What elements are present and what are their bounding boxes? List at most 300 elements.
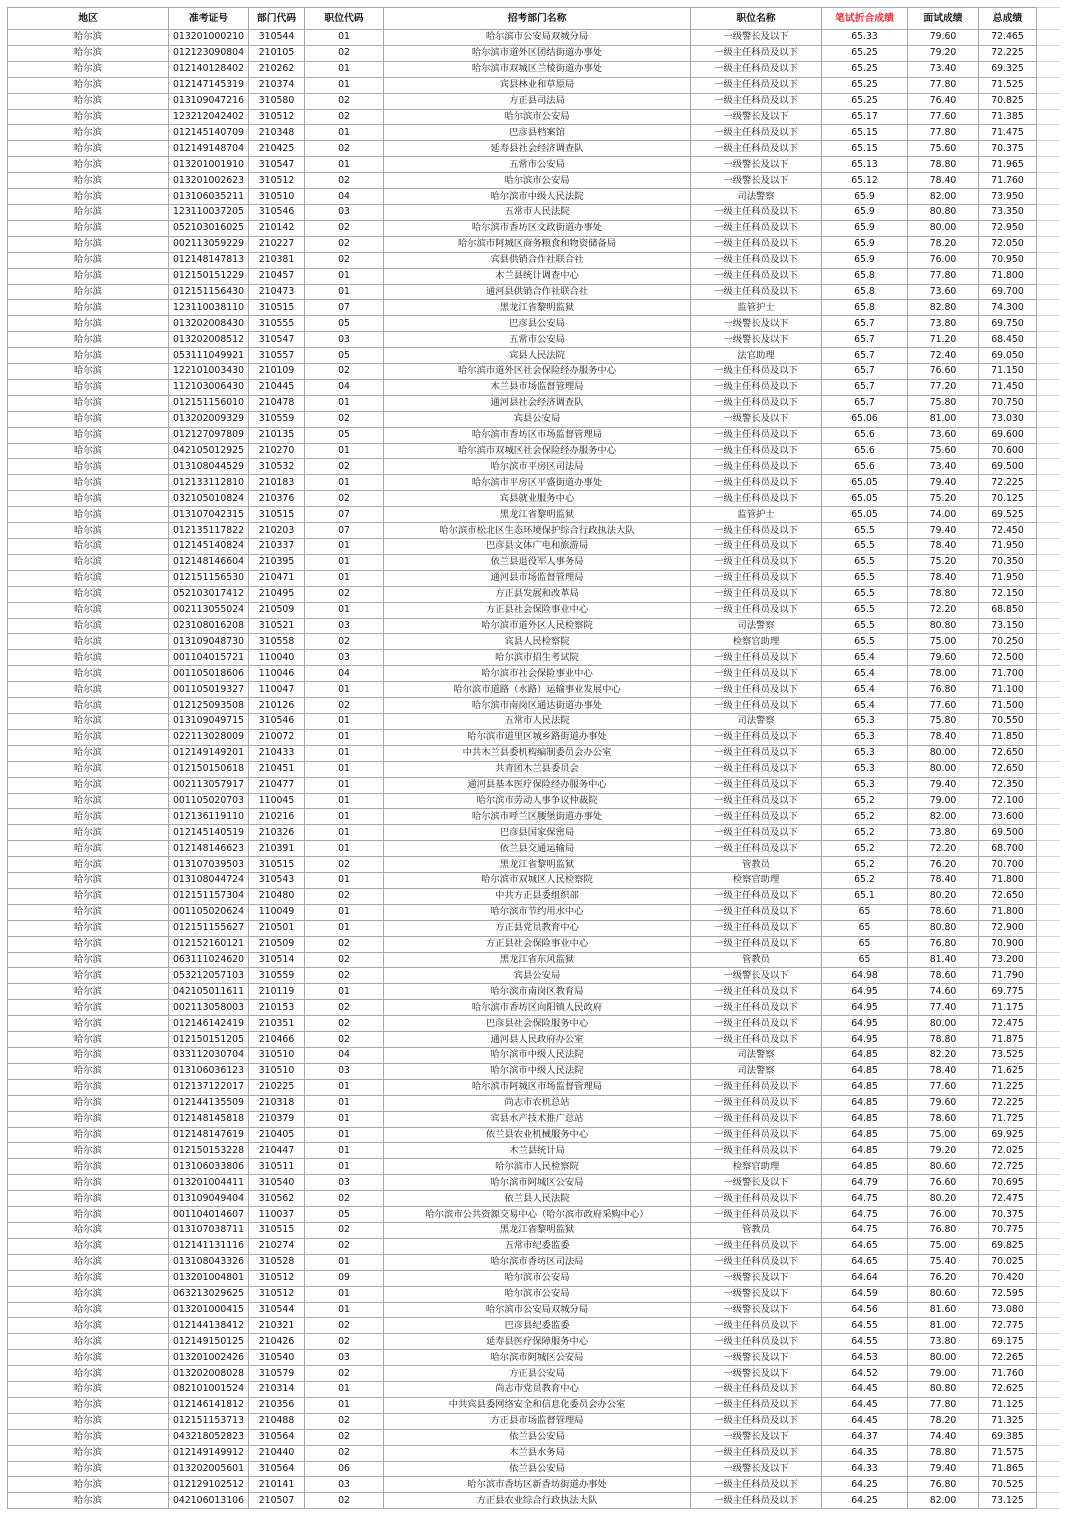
position-code-cell: 02	[305, 1429, 384, 1445]
written-score-cell: 65.3	[822, 729, 908, 745]
written-score-cell: 64.85	[822, 1048, 908, 1064]
col-header-written-score: 笔试折合成绩	[822, 8, 908, 30]
dept-code-cell: 210225	[249, 1079, 305, 1095]
region-cell: 哈尔滨	[8, 1159, 169, 1175]
written-score-cell: 65.7	[822, 379, 908, 395]
dept-name-cell: 哈尔滨市道里区城乡路街道办事处	[384, 729, 691, 745]
col-header-total-score: 总成绩	[979, 8, 1037, 30]
ticket-number-cell: 012151153713	[169, 1413, 249, 1429]
empty-cell	[1037, 204, 1060, 220]
position-name-cell: 一级主任科员及以下	[691, 125, 822, 141]
ticket-number-cell: 013106036123	[169, 1063, 249, 1079]
position-name-cell: 一级主任科员及以下	[691, 729, 822, 745]
total-score-cell: 71.325	[979, 1413, 1037, 1429]
dept-name-cell: 哈尔滨市香坊区市场监督管理局	[384, 427, 691, 443]
empty-cell	[1037, 1445, 1060, 1461]
written-score-cell: 65.25	[822, 61, 908, 77]
dept-code-cell: 310546	[249, 713, 305, 729]
position-name-cell: 一级主任科员及以下	[691, 761, 822, 777]
position-code-cell: 05	[305, 427, 384, 443]
dept-name-cell: 方正县市场监督管理局	[384, 1413, 691, 1429]
total-score-cell: 69.050	[979, 348, 1037, 364]
dept-name-cell: 哈尔滨市双城区社会保险经办服务中心	[384, 443, 691, 459]
written-score-cell: 65.9	[822, 252, 908, 268]
position-code-cell: 01	[305, 984, 384, 1000]
dept-code-cell: 310547	[249, 332, 305, 348]
ticket-number-cell: 013109049404	[169, 1191, 249, 1207]
dept-name-cell: 哈尔滨市香坊区新香坊街道办事处	[384, 1477, 691, 1493]
empty-column-header	[1037, 8, 1060, 30]
position-name-cell: 一级主任科员及以下	[691, 841, 822, 857]
position-name-cell: 一级警长及以下	[691, 1350, 822, 1366]
interview-score-cell: 80.80	[908, 204, 979, 220]
table-row	[8, 157, 1060, 173]
total-score-cell: 71.865	[979, 1461, 1037, 1477]
position-code-cell: 02	[305, 364, 384, 380]
interview-score-cell: 77.20	[908, 379, 979, 395]
ticket-number-cell: 013201002426	[169, 1350, 249, 1366]
interview-score-cell: 79.40	[908, 523, 979, 539]
total-score-cell: 72.475	[979, 1016, 1037, 1032]
dept-code-cell: 210376	[249, 491, 305, 507]
empty-cell	[1037, 1429, 1060, 1445]
dept-code-cell: 210501	[249, 920, 305, 936]
position-code-cell: 01	[305, 1111, 384, 1127]
total-score-cell: 71.760	[979, 1366, 1037, 1382]
region-cell: 哈尔滨	[8, 1191, 169, 1207]
total-score-cell: 69.825	[979, 1238, 1037, 1254]
position-name-cell: 一级主任科员及以下	[691, 539, 822, 555]
total-score-cell: 73.200	[979, 952, 1037, 968]
dept-code-cell: 210509	[249, 936, 305, 952]
ticket-number-cell: 013107042315	[169, 507, 249, 523]
total-score-cell: 70.900	[979, 936, 1037, 952]
empty-cell	[1037, 443, 1060, 459]
written-score-cell: 65.6	[822, 443, 908, 459]
position-code-cell: 01	[305, 873, 384, 889]
position-code-cell: 01	[305, 475, 384, 491]
total-score-cell: 70.350	[979, 554, 1037, 570]
ticket-number-cell: 012151156010	[169, 395, 249, 411]
table-row	[8, 173, 1060, 189]
ticket-number-cell: 012144138412	[169, 1318, 249, 1334]
position-code-cell: 01	[305, 761, 384, 777]
written-score-cell: 65.5	[822, 586, 908, 602]
position-name-cell: 一级主任科员及以下	[691, 1032, 822, 1048]
position-code-cell: 07	[305, 300, 384, 316]
position-code-cell: 01	[305, 793, 384, 809]
dept-name-cell: 巴彦县纪委监委	[384, 1318, 691, 1334]
ticket-number-cell: 043218052823	[169, 1429, 249, 1445]
dept-name-cell: 哈尔滨市阿城区商务粮食和物资储备局	[384, 236, 691, 252]
empty-cell	[1037, 348, 1060, 364]
interview-score-cell: 82.00	[908, 189, 979, 205]
dept-name-cell: 依兰县农业机械服务中心	[384, 1127, 691, 1143]
dept-code-cell: 210374	[249, 77, 305, 93]
position-code-cell: 02	[305, 1032, 384, 1048]
dept-name-cell: 通河县供销合作社联合社	[384, 284, 691, 300]
ticket-number-cell: 012147145319	[169, 77, 249, 93]
ticket-number-cell: 012149149912	[169, 1445, 249, 1461]
ticket-number-cell: 012149150125	[169, 1334, 249, 1350]
written-score-cell: 65.2	[822, 825, 908, 841]
region-cell: 哈尔滨	[8, 1445, 169, 1461]
total-score-cell: 71.385	[979, 109, 1037, 125]
ticket-number-cell: 123212042402	[169, 109, 249, 125]
region-cell: 哈尔滨	[8, 968, 169, 984]
dept-code-cell: 210433	[249, 745, 305, 761]
ticket-number-cell: 013107038711	[169, 1222, 249, 1238]
ticket-number-cell: 012151155627	[169, 920, 249, 936]
written-score-cell: 64.85	[822, 1159, 908, 1175]
empty-cell	[1037, 109, 1060, 125]
region-cell: 哈尔滨	[8, 570, 169, 586]
written-score-cell: 65	[822, 952, 908, 968]
interview-score-cell: 79.00	[908, 793, 979, 809]
position-code-cell: 02	[305, 952, 384, 968]
total-score-cell: 70.550	[979, 713, 1037, 729]
region-cell: 哈尔滨	[8, 904, 169, 920]
total-score-cell: 71.525	[979, 77, 1037, 93]
position-name-cell: 一级警长及以下	[691, 332, 822, 348]
interview-score-cell: 76.60	[908, 364, 979, 380]
table-row	[8, 1413, 1060, 1429]
ticket-number-cell: 012127097809	[169, 427, 249, 443]
total-score-cell: 70.025	[979, 1254, 1037, 1270]
written-score-cell: 64.95	[822, 1032, 908, 1048]
dept-code-cell: 210457	[249, 268, 305, 284]
empty-cell	[1037, 1270, 1060, 1286]
position-code-cell: 03	[305, 618, 384, 634]
dept-code-cell: 310512	[249, 1270, 305, 1286]
position-name-cell: 一级主任科员及以下	[691, 745, 822, 761]
position-name-cell: 一级警长及以下	[691, 1270, 822, 1286]
region-cell: 哈尔滨	[8, 284, 169, 300]
interview-score-cell: 74.60	[908, 984, 979, 1000]
dept-code-cell: 310564	[249, 1461, 305, 1477]
ticket-number-cell: 012144135509	[169, 1095, 249, 1111]
written-score-cell: 64.55	[822, 1334, 908, 1350]
dept-code-cell: 110045	[249, 793, 305, 809]
ticket-number-cell: 012151156530	[169, 570, 249, 586]
interview-score-cell: 79.40	[908, 1461, 979, 1477]
position-code-cell: 01	[305, 745, 384, 761]
col-header-region: 地区	[8, 8, 169, 30]
total-score-cell: 72.595	[979, 1286, 1037, 1302]
position-code-cell: 02	[305, 1016, 384, 1032]
region-cell: 哈尔滨	[8, 348, 169, 364]
ticket-number-cell: 001104014607	[169, 1207, 249, 1223]
position-code-cell: 01	[305, 1302, 384, 1318]
table-row	[8, 570, 1060, 586]
total-score-cell: 71.760	[979, 173, 1037, 189]
region-cell: 哈尔滨	[8, 443, 169, 459]
interview-score-cell: 82.20	[908, 1048, 979, 1064]
dept-code-cell: 310512	[249, 109, 305, 125]
ticket-number-cell: 082101001524	[169, 1382, 249, 1398]
table-row	[8, 523, 1060, 539]
table-row	[8, 364, 1060, 380]
dept-name-cell: 哈尔滨市中级人民法院	[384, 189, 691, 205]
table-row	[8, 332, 1060, 348]
written-score-cell: 65	[822, 920, 908, 936]
dept-name-cell: 宾县就业服务中心	[384, 491, 691, 507]
ticket-number-cell: 112103006430	[169, 379, 249, 395]
written-score-cell: 64.64	[822, 1270, 908, 1286]
interview-score-cell: 79.20	[908, 45, 979, 61]
ticket-number-cell: 123110038110	[169, 300, 249, 316]
dept-name-cell: 五常市纪委监委	[384, 1238, 691, 1254]
empty-cell	[1037, 729, 1060, 745]
position-name-cell: 一级主任科员及以下	[691, 1079, 822, 1095]
dept-code-cell: 210141	[249, 1477, 305, 1493]
dept-code-cell: 310515	[249, 1222, 305, 1238]
dept-name-cell: 哈尔滨市双城区兰棱街道办事处	[384, 61, 691, 77]
dept-name-cell: 黑龙江省黎明监狱	[384, 857, 691, 873]
empty-cell	[1037, 268, 1060, 284]
table-row	[8, 745, 1060, 761]
interview-score-cell: 78.60	[908, 1111, 979, 1127]
ticket-number-cell: 012148146604	[169, 554, 249, 570]
written-score-cell: 65.13	[822, 157, 908, 173]
dept-name-cell: 宾县人民检察院	[384, 634, 691, 650]
dept-name-cell: 宾县公安局	[384, 411, 691, 427]
dept-name-cell: 哈尔滨市公安局	[384, 1270, 691, 1286]
written-score-cell: 64.65	[822, 1254, 908, 1270]
dept-name-cell: 哈尔滨市社会保险事业中心	[384, 666, 691, 682]
written-score-cell: 64.45	[822, 1413, 908, 1429]
dept-code-cell: 210471	[249, 570, 305, 586]
interview-score-cell: 75.60	[908, 443, 979, 459]
dept-name-cell: 通河县市场监督管理局	[384, 570, 691, 586]
position-code-cell: 01	[305, 1143, 384, 1159]
total-score-cell: 69.325	[979, 61, 1037, 77]
ticket-number-cell: 012135117822	[169, 523, 249, 539]
dept-code-cell: 310515	[249, 507, 305, 523]
region-cell: 哈尔滨	[8, 204, 169, 220]
interview-score-cell: 79.00	[908, 1366, 979, 1382]
empty-cell	[1037, 1334, 1060, 1350]
total-score-cell: 72.465	[979, 30, 1037, 46]
total-score-cell: 73.350	[979, 204, 1037, 220]
region-cell: 哈尔滨	[8, 1095, 169, 1111]
dept-name-cell: 哈尔滨市节约用水中心	[384, 904, 691, 920]
position-code-cell: 01	[305, 729, 384, 745]
written-score-cell: 65.5	[822, 602, 908, 618]
empty-cell	[1037, 602, 1060, 618]
total-score-cell: 69.700	[979, 284, 1037, 300]
interview-score-cell: 75.80	[908, 713, 979, 729]
written-score-cell: 64.75	[822, 1191, 908, 1207]
empty-cell	[1037, 1286, 1060, 1302]
dept-name-cell: 依兰县退役军人事务局	[384, 554, 691, 570]
interview-score-cell: 78.40	[908, 729, 979, 745]
position-name-cell: 一级主任科员及以下	[691, 61, 822, 77]
position-name-cell: 一级主任科员及以下	[691, 698, 822, 714]
position-name-cell: 一级警长及以下	[691, 1461, 822, 1477]
table-row	[8, 1063, 1060, 1079]
ticket-number-cell: 013201000415	[169, 1302, 249, 1318]
total-score-cell: 69.925	[979, 1127, 1037, 1143]
table-row	[8, 666, 1060, 682]
position-code-cell: 05	[305, 1207, 384, 1223]
ticket-number-cell: 053212057103	[169, 968, 249, 984]
ticket-number-cell: 013202008028	[169, 1366, 249, 1382]
region-cell: 哈尔滨	[8, 936, 169, 952]
total-score-cell: 69.750	[979, 316, 1037, 332]
interview-score-cell: 79.60	[908, 650, 979, 666]
position-name-cell: 一级主任科员及以下	[691, 1254, 822, 1270]
empty-cell	[1037, 1191, 1060, 1207]
total-score-cell: 73.030	[979, 411, 1037, 427]
position-code-cell: 01	[305, 1159, 384, 1175]
empty-cell	[1037, 300, 1060, 316]
ticket-number-cell: 012148145818	[169, 1111, 249, 1127]
dept-name-cell: 木兰县水务局	[384, 1445, 691, 1461]
ticket-number-cell: 042105011611	[169, 984, 249, 1000]
position-name-cell: 一级主任科员及以下	[691, 1191, 822, 1207]
written-score-cell: 65.5	[822, 570, 908, 586]
written-score-cell: 65.7	[822, 316, 908, 332]
total-score-cell: 72.625	[979, 1382, 1037, 1398]
dept-code-cell: 310559	[249, 411, 305, 427]
ticket-number-cell: 063111024620	[169, 952, 249, 968]
region-cell: 哈尔滨	[8, 395, 169, 411]
table-row	[8, 650, 1060, 666]
total-score-cell: 69.500	[979, 459, 1037, 475]
empty-cell	[1037, 141, 1060, 157]
region-cell: 哈尔滨	[8, 761, 169, 777]
dept-name-cell: 哈尔滨市南岗区通达街道办事处	[384, 698, 691, 714]
interview-score-cell: 80.00	[908, 745, 979, 761]
table-row	[8, 698, 1060, 714]
region-cell: 哈尔滨	[8, 93, 169, 109]
position-code-cell: 01	[305, 125, 384, 141]
written-score-cell: 65.4	[822, 682, 908, 698]
written-score-cell: 65.9	[822, 220, 908, 236]
ticket-number-cell: 013202009329	[169, 411, 249, 427]
empty-cell	[1037, 1382, 1060, 1398]
interview-score-cell: 82.00	[908, 1493, 979, 1509]
ticket-number-cell: 012150151205	[169, 1032, 249, 1048]
position-name-cell: 一级主任科员及以下	[691, 1095, 822, 1111]
position-code-cell: 02	[305, 459, 384, 475]
written-score-cell: 64.35	[822, 1445, 908, 1461]
empty-cell	[1037, 777, 1060, 793]
table-row	[8, 809, 1060, 825]
dept-name-cell: 方正县公安局	[384, 1366, 691, 1382]
dept-name-cell: 方正县发展和改革局	[384, 586, 691, 602]
empty-cell	[1037, 873, 1060, 889]
region-cell: 哈尔滨	[8, 173, 169, 189]
table-row	[8, 459, 1060, 475]
position-code-cell: 01	[305, 268, 384, 284]
region-cell: 哈尔滨	[8, 220, 169, 236]
written-score-cell: 64.37	[822, 1429, 908, 1445]
table-row	[8, 1000, 1060, 1016]
written-score-cell: 65.9	[822, 189, 908, 205]
region-cell: 哈尔滨	[8, 745, 169, 761]
interview-score-cell: 73.40	[908, 459, 979, 475]
region-cell: 哈尔滨	[8, 634, 169, 650]
region-cell: 哈尔滨	[8, 729, 169, 745]
empty-cell	[1037, 475, 1060, 491]
written-score-cell: 64.33	[822, 1461, 908, 1477]
position-code-cell: 01	[305, 777, 384, 793]
region-cell: 哈尔滨	[8, 1222, 169, 1238]
dept-code-cell: 310521	[249, 618, 305, 634]
total-score-cell: 71.800	[979, 873, 1037, 889]
table-row	[8, 793, 1060, 809]
col-header-interview-score: 面试成绩	[908, 8, 979, 30]
ticket-number-cell: 013202008512	[169, 332, 249, 348]
empty-cell	[1037, 30, 1060, 46]
empty-cell	[1037, 1111, 1060, 1127]
empty-cell	[1037, 570, 1060, 586]
dept-code-cell: 210216	[249, 809, 305, 825]
written-score-cell: 65.9	[822, 204, 908, 220]
position-name-cell: 一级主任科员及以下	[691, 1397, 822, 1413]
position-code-cell: 07	[305, 523, 384, 539]
interview-score-cell: 81.00	[908, 1318, 979, 1334]
total-score-cell: 72.225	[979, 475, 1037, 491]
empty-cell	[1037, 698, 1060, 714]
interview-score-cell: 76.00	[908, 252, 979, 268]
position-name-cell: 一级主任科员及以下	[691, 45, 822, 61]
position-name-cell: 一级主任科员及以下	[691, 1493, 822, 1509]
interview-score-cell: 77.60	[908, 109, 979, 125]
ticket-number-cell: 013201002623	[169, 173, 249, 189]
position-code-cell: 02	[305, 1413, 384, 1429]
position-code-cell: 04	[305, 666, 384, 682]
total-score-cell: 71.625	[979, 1063, 1037, 1079]
interview-score-cell: 78.40	[908, 1063, 979, 1079]
position-name-cell: 检察官助理	[691, 1159, 822, 1175]
table-row	[8, 1191, 1060, 1207]
dept-name-cell: 巴彦县文体广电和旅游局	[384, 539, 691, 555]
written-score-cell: 65.8	[822, 300, 908, 316]
position-code-cell: 02	[305, 141, 384, 157]
region-cell: 哈尔滨	[8, 364, 169, 380]
written-score-cell: 65	[822, 936, 908, 952]
table-row	[8, 857, 1060, 873]
interview-score-cell: 72.20	[908, 602, 979, 618]
empty-cell	[1037, 364, 1060, 380]
total-score-cell: 70.775	[979, 1222, 1037, 1238]
ticket-number-cell: 013202008430	[169, 316, 249, 332]
dept-code-cell: 310544	[249, 1302, 305, 1318]
interview-score-cell: 75.00	[908, 1238, 979, 1254]
dept-code-cell: 310540	[249, 1350, 305, 1366]
dept-name-cell: 通河县基本医疗保险经办服务中心	[384, 777, 691, 793]
interview-score-cell: 79.40	[908, 777, 979, 793]
header-row	[8, 8, 1060, 30]
total-score-cell: 72.150	[979, 586, 1037, 602]
total-score-cell: 72.900	[979, 920, 1037, 936]
empty-cell	[1037, 93, 1060, 109]
table-row	[8, 1254, 1060, 1270]
position-code-cell: 01	[305, 841, 384, 857]
dept-name-cell: 延寿县社会经济调查队	[384, 141, 691, 157]
region-cell: 哈尔滨	[8, 1334, 169, 1350]
dept-code-cell: 310515	[249, 300, 305, 316]
dept-name-cell: 哈尔滨市南岗区教育局	[384, 984, 691, 1000]
empty-cell	[1037, 523, 1060, 539]
position-name-cell: 一级主任科员及以下	[691, 904, 822, 920]
dept-name-cell: 中共方正县委组织部	[384, 888, 691, 904]
total-score-cell: 71.150	[979, 364, 1037, 380]
ticket-number-cell: 042106013106	[169, 1493, 249, 1509]
